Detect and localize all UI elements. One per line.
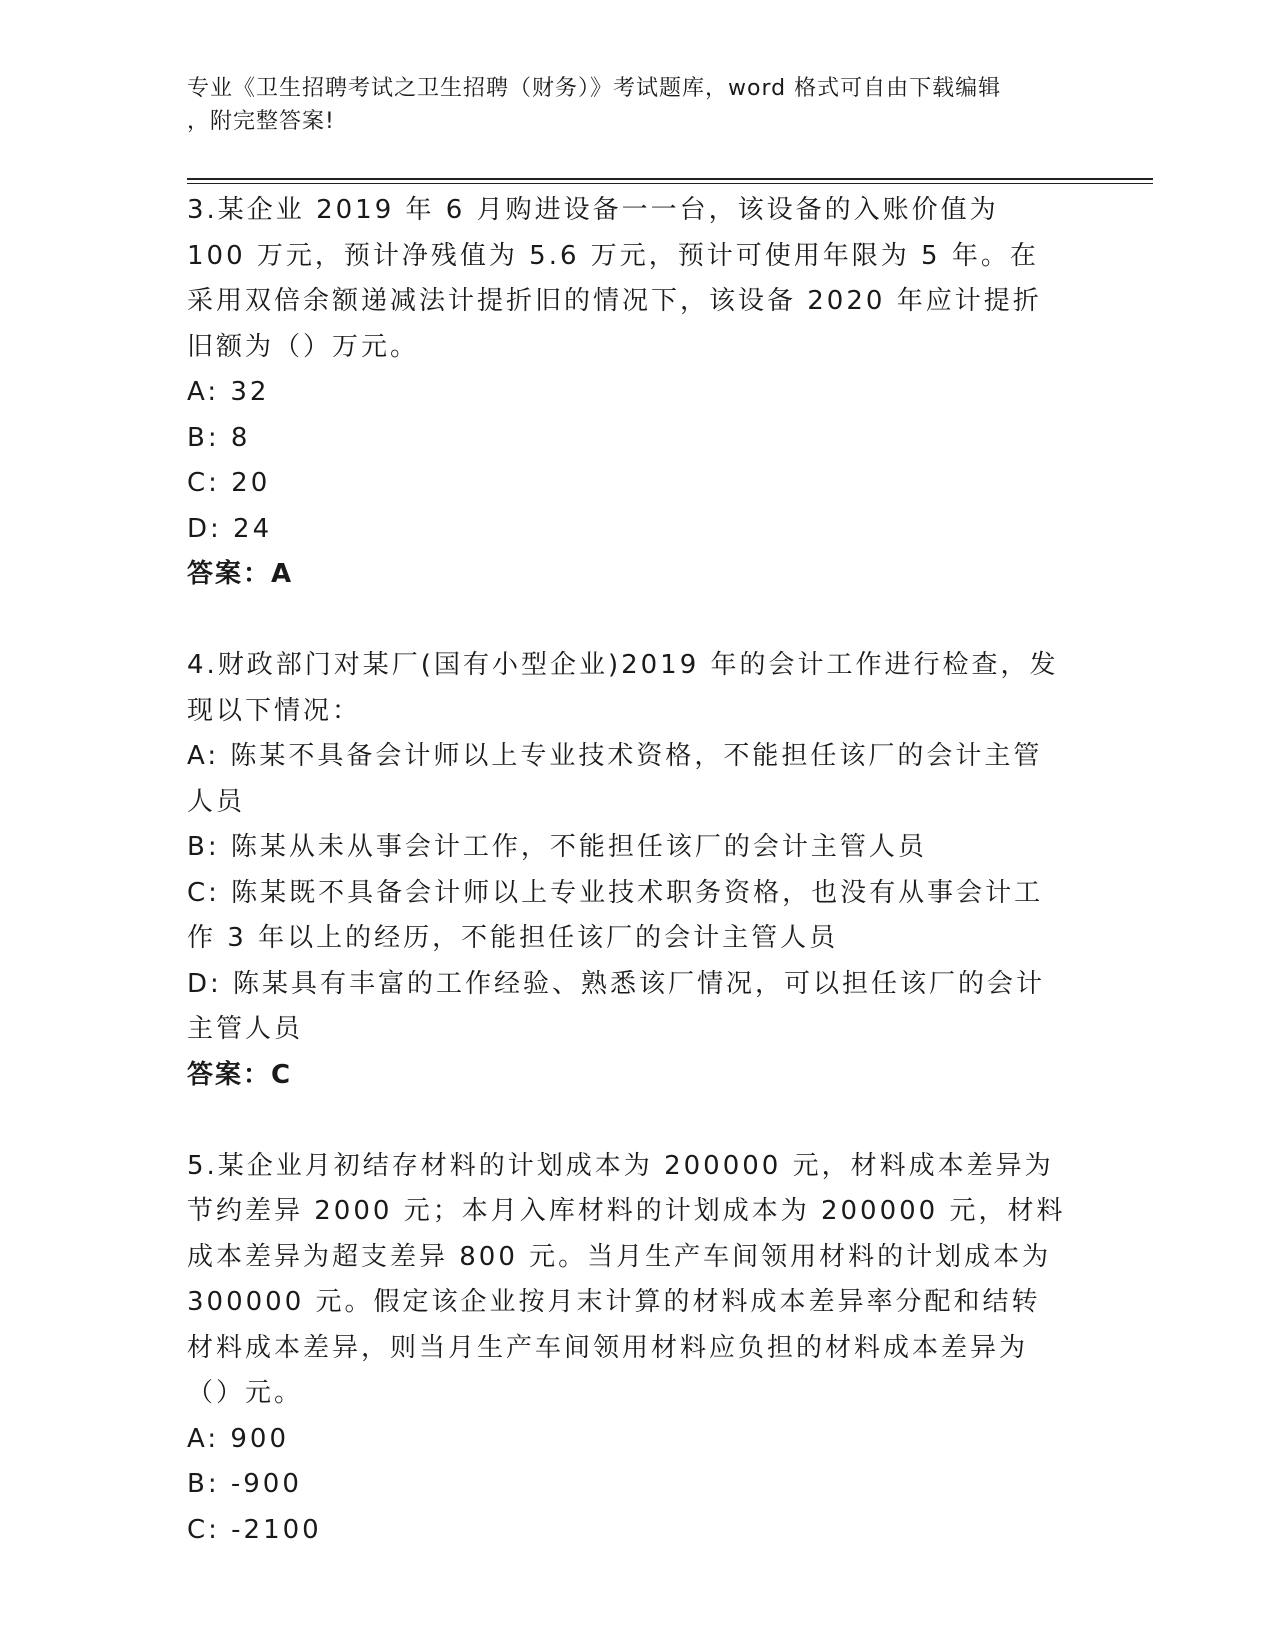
option-c: C: 20 [187, 468, 271, 498]
question-text: 4.财政部门对某厂(国有小型企业)2019 年的会计工作进行检查，发现以下情况： [187, 650, 1059, 726]
option-b: B: 8 [187, 422, 251, 453]
document-header [187, 72, 1087, 138]
question-text: 5.某企业月初结存材料的计划成本为 200000 元，材料成本差异为节约差异 2000 元；本月入库材料的计划成本为 200000 元，材料成本差异为超支差异 800 元。当月生产车间领用材料的计划成本为 300000 元。假定该企业按月末计算的材料成本差异率分配和结转材料成本差异，则当月生产车间领用材料应负担的材料成本差异为（）元。 [187, 1150, 1066, 1408]
header-rule-thin [187, 183, 1153, 184]
option-d: D: 陈某具有丰富的工作经验、熟悉该厂情况，可以担任该厂的会计主管人员 [187, 968, 1046, 1044]
question-text: 3.某企业 2019 年 6 月购进设备一一台，该设备的入账价值为 100 万元，预计净残值为 5.6 万元，预计可使用年限为 5 年。在采用双倍余额递减法计提折旧的情况下，该设备 2020 年应计提折旧额为（）万元。 [187, 195, 1042, 362]
option-c: C: 陈某既不具备会计师以上专业技术职务资格，也没有从事会计工作 3 年以上的经历，不能担任该厂的会计主管人员 [187, 877, 1044, 953]
option-b: B: -900 [187, 1469, 302, 1499]
option-a: A: 900 [187, 1423, 289, 1454]
question-list [187, 188, 1067, 1553]
answer-label: 答案：A [187, 559, 294, 589]
header-line-1: 专业《卫生招聘考试之卫生招聘（财务）》考试题库，word 格式可自由下载编辑 [187, 76, 1002, 101]
question-spacer [187, 1098, 1067, 1144]
option-d: D: 24 [187, 513, 273, 544]
question-5 [187, 1144, 1067, 1554]
header-line-2: ，附完整答案! [187, 109, 335, 134]
option-a: A: 陈某不具备会计师以上专业技术资格，不能担任该厂的会计主管人员 [187, 741, 1043, 817]
question-3 [187, 188, 1067, 598]
option-c: C: -2100 [187, 1514, 322, 1545]
question-spacer [187, 598, 1067, 644]
option-b: B: 陈某从未从事会计工作，不能担任该厂的会计主管人员 [187, 832, 927, 862]
option-a: A: 32 [187, 377, 270, 407]
question-4 [187, 643, 1067, 1098]
header-rule-thick [187, 178, 1153, 180]
answer-label: 答案：C [187, 1059, 293, 1090]
